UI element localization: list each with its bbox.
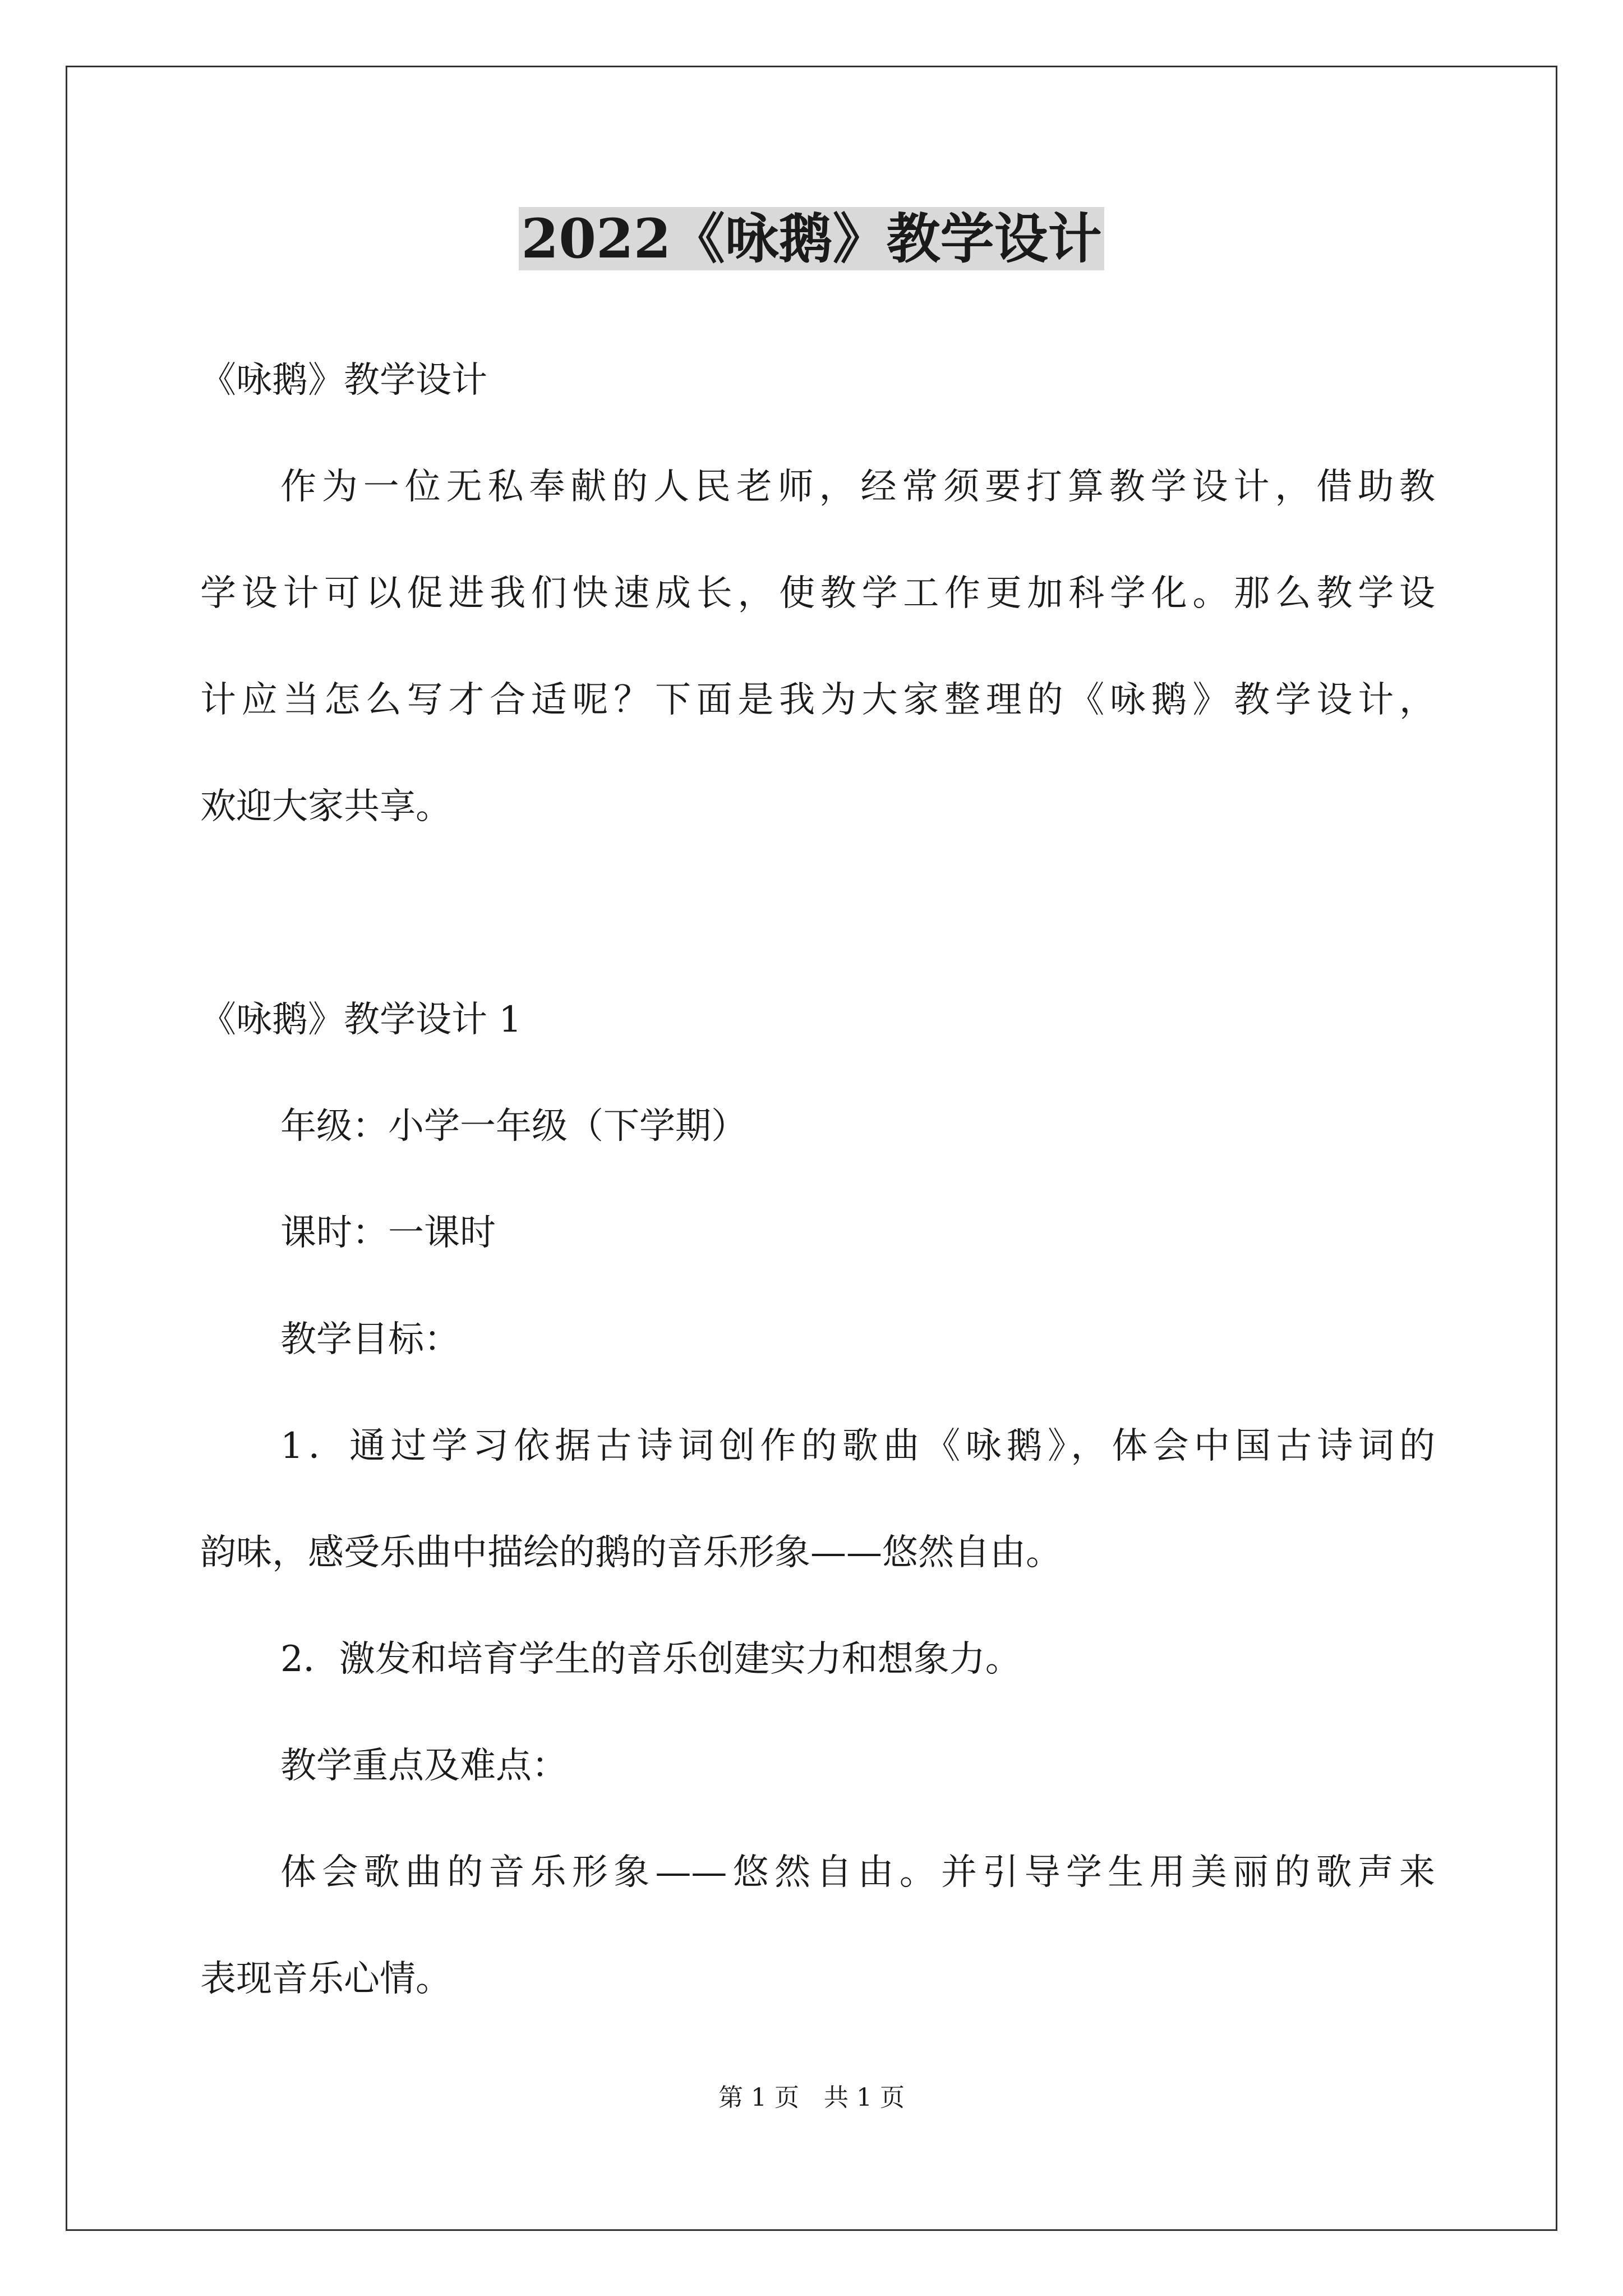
page-footer: 第 1 页 共 1 页 xyxy=(718,2083,905,2112)
key-points-heading: 教学重点及难点： xyxy=(280,1745,568,1787)
intro-line-3: 计应当怎么写才合适呢？下面是我为大家整理的《咏鹅》教学设计， xyxy=(200,679,1435,721)
section-title: 《咏鹅》教学设计 1 xyxy=(200,999,522,1041)
grade-line: 年级：小学一年级（下学期） xyxy=(280,1106,747,1147)
document-title xyxy=(0,201,1623,277)
intro-line-2: 学设计可以促进我们快速成长，使教学工作更加科学化。那么教学设 xyxy=(200,573,1435,614)
goal-2: 2．激发和培育学生的音乐创建实力和想象力。 xyxy=(280,1639,1021,1680)
goals-heading: 教学目标： xyxy=(280,1319,460,1360)
intro-line-4: 欢迎大家共享。 xyxy=(200,786,451,827)
key-points-line-1: 体会歌曲的音乐形象——悠然自由。并引导学生用美丽的歌声来 xyxy=(280,1852,1435,1893)
period-line: 课时：一课时 xyxy=(280,1212,496,1254)
key-points-line-2: 表现音乐心情。 xyxy=(200,1958,451,2000)
document-subtitle: 《咏鹅》教学设计 xyxy=(200,360,487,401)
goal-1-line-2: 韵味，感受乐曲中描绘的鹅的音乐形象——悠然自由。 xyxy=(200,1532,1062,1573)
document-title-text: 2022《咏鹅》教学设计 xyxy=(519,207,1104,270)
intro-line-1: 作为一位无私奉献的人民老师，经常须要打算教学设计，借助教 xyxy=(280,466,1435,508)
goal-1-line-1: 1．通过学习依据古诗词创作的歌曲《咏鹅》，体会中国古诗词的 xyxy=(280,1425,1435,1467)
